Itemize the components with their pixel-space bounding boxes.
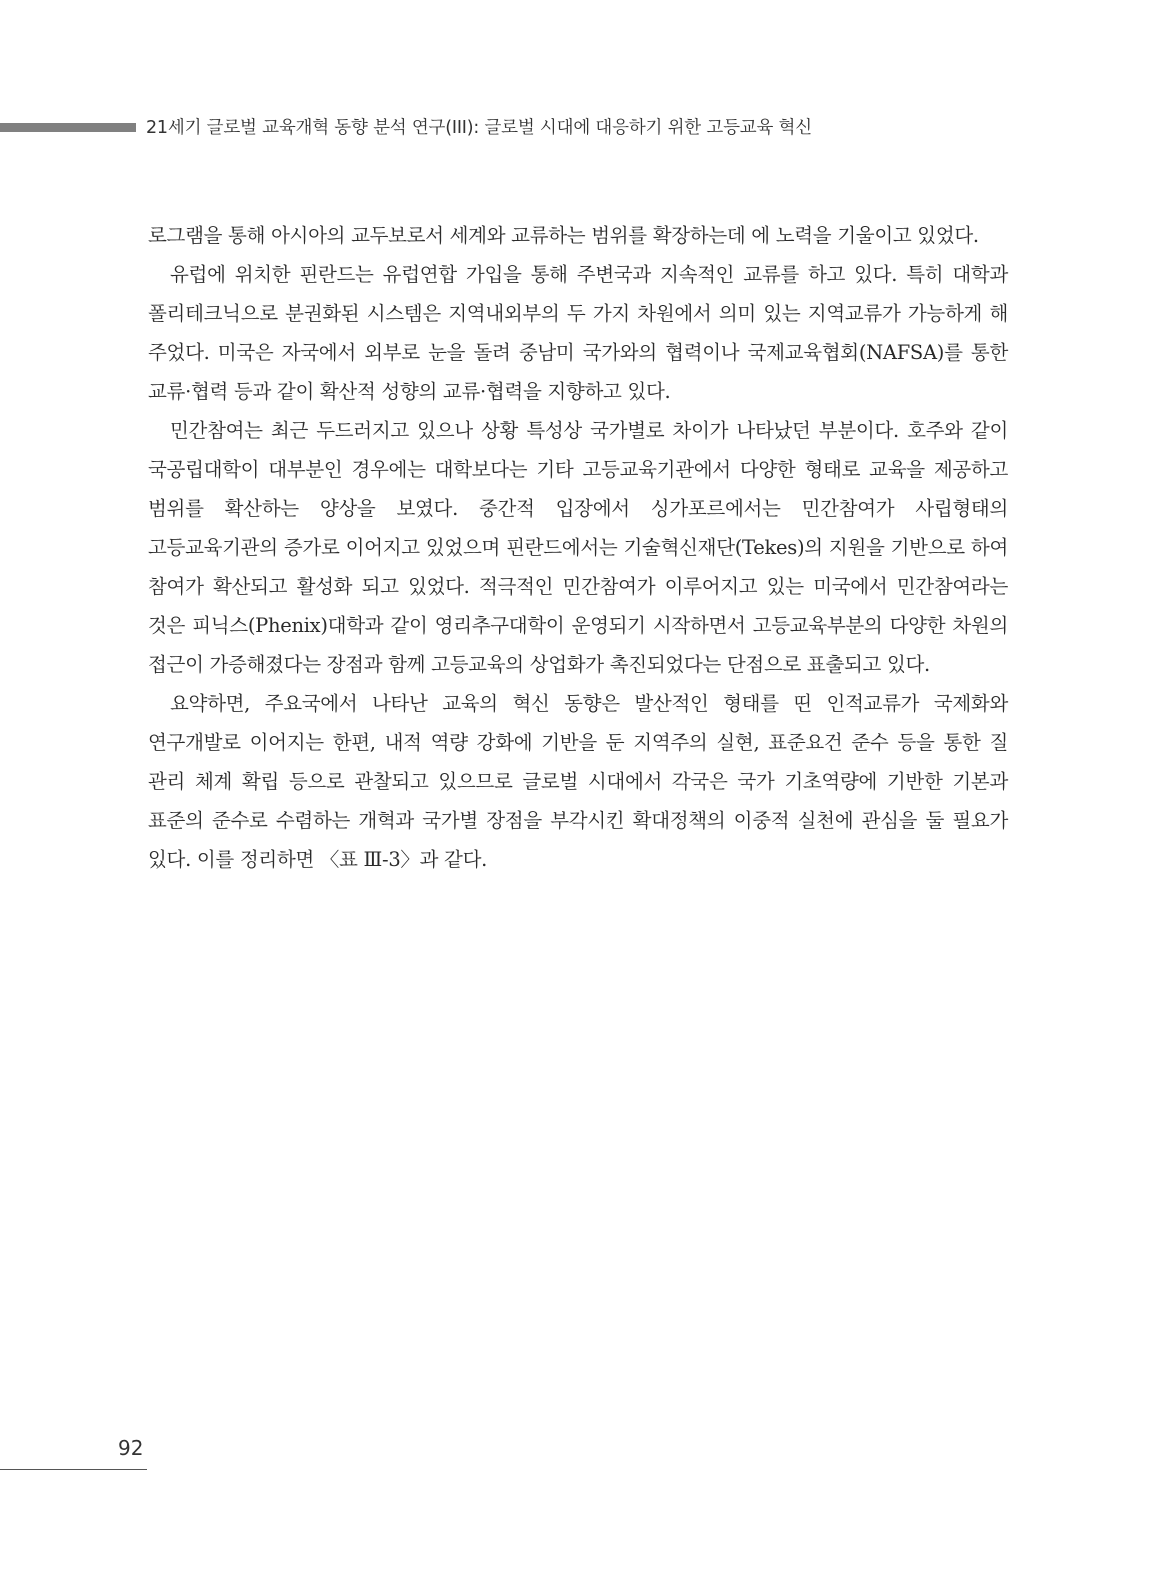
header-accent-bar (0, 123, 136, 132)
paragraph-summary: 요약하면, 주요국에서 나타난 교육의 혁신 동향은 발산적인 형태를 띤 인적교류가 국제화와 연구개발로 이어지는 한편, 내적 역량 강화에 기반을 둔 지역주의 실현, 표준요건 준수 등을 통한 질 관리 체계 확립 등으로 관찰되고 있으므로 글로벌 시대에서 각국은 국가 기초역량에 기반한 기본과 표준의 준수로 수렴하는 개혁과 국가별 장점을 부각시킨 확대정책의 이중적 실천에 관심을 둘 필요가 있다. 이를 정리하면 〈표 Ⅲ-3〉과 같다. (148, 692, 1008, 871)
paragraph-continuation: 로그램을 통해 아시아의 교두보로서 세계와 교류하는 범위를 확장하는데 에 노력을 기울이고 있었다. (148, 224, 979, 247)
body-text (148, 216, 1008, 879)
paragraph-private-participation: 민간참여는 최근 두드러지고 있으나 상황 특성상 국가별로 차이가 나타났던 부분이다. 호주와 같이 국공립대학이 대부분인 경우에는 대학보다는 기타 고등교육기관에서 다양한 형태로 교육을 제공하고 범위를 확산하는 양상을 보였다. 중간적 입장에서 싱가포르에서는 민간참여가 사립형태의 고등교육기관의 증가로 이어지고 있었으며 핀란드에서는 기술혁신재단(Tekes)의 지원을 기반으로 하여 참여가 확산되고 활성화 되고 있었다. 적극적인 민간참여가 이루어지고 있는 미국에서 민간참여라는 것은 피닉스(Phenix)대학과 같이 영리추구대학이 운영되기 시작하면서 고등교육부분의 다양한 차원의 접근이 가증해졌다는 장점과 함께 고등교육의 상업화가 촉진되었다는 단점으로 표출되고 있다. (148, 419, 1008, 676)
footer-rule (0, 1469, 147, 1470)
running-header-title: 21세기 글로벌 교육개혁 동향 분석 연구(III): 글로벌 시대에 대응하기 위한 고등교육 혁신 (146, 118, 812, 138)
paragraph-finland-usa-exchange: 유럽에 위치한 핀란드는 유럽연합 가입을 통해 주변국과 지속적인 교류를 하고 있다. 특히 대학과 폴리테크닉으로 분권화된 시스템은 지역내외부의 두 가지 차원에서 의미 있는 지역교류가 가능하게 해 주었다. 미국은 자국에서 외부로 눈을 돌려 중남미 국가와의 협력이나 국제교육협회(NAFSA)를 통한 교류·협력 등과 같이 확산적 성향의 교류·협력을 지향하고 있다. (148, 263, 1008, 403)
page-number: 92 (118, 1436, 144, 1460)
